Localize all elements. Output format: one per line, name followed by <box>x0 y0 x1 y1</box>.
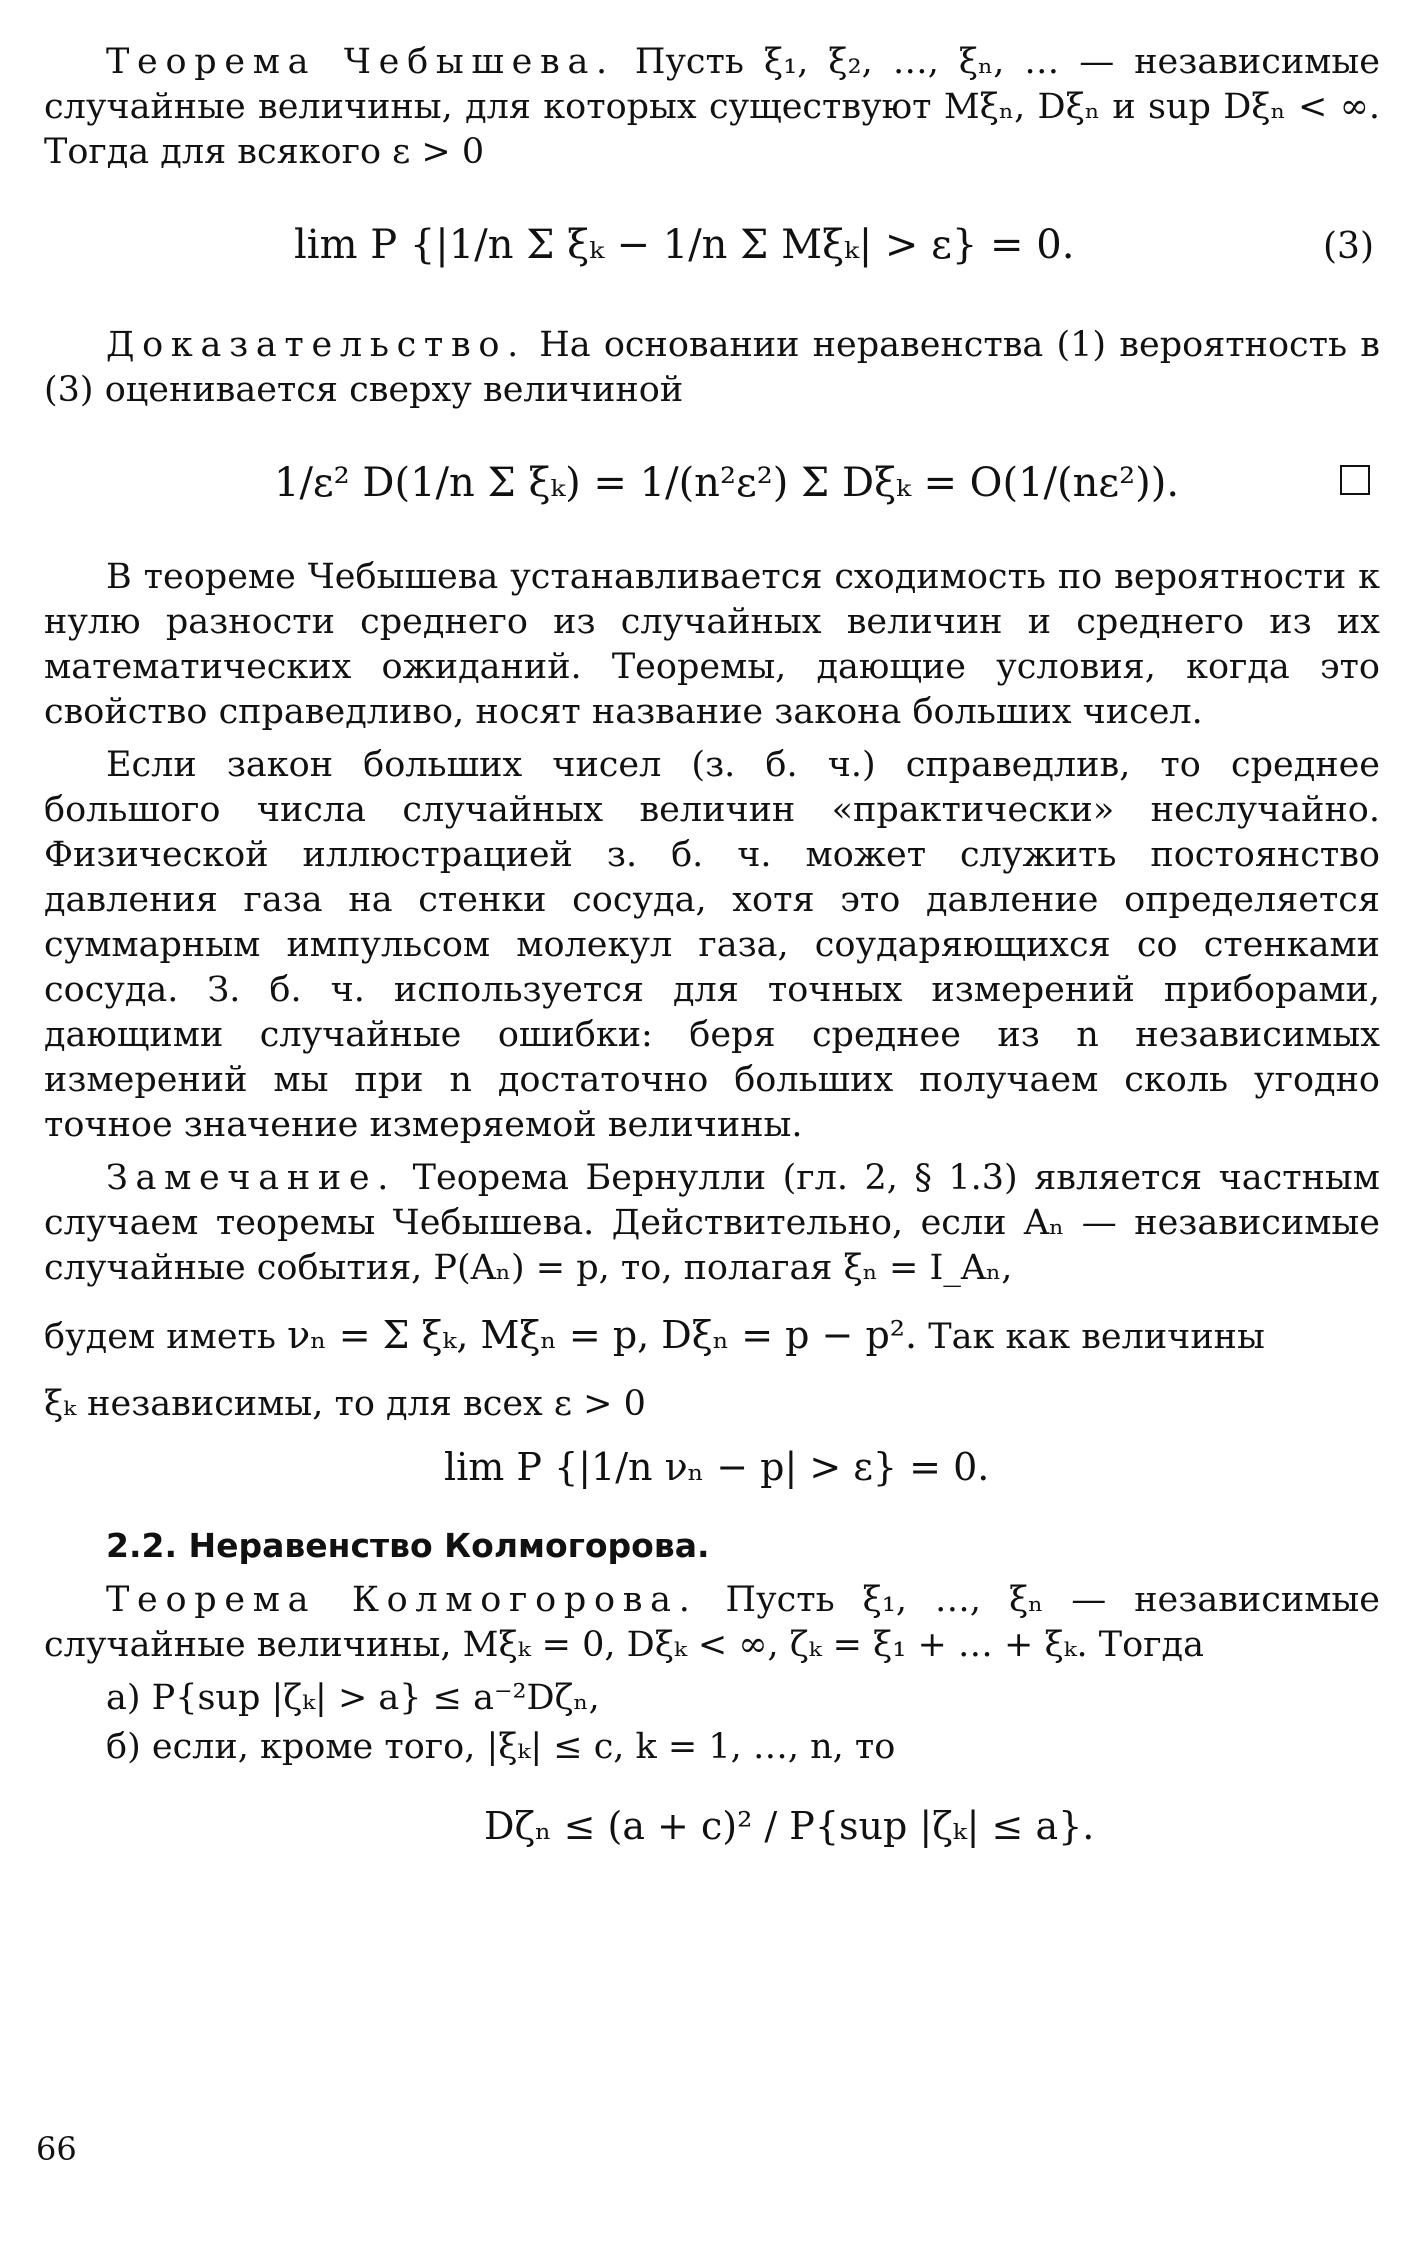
formula-nu: νₙ = Σ ξₖ, Mξₙ = p, Dξₙ = p − p². <box>287 1313 918 1357</box>
page <box>44 40 1380 1890</box>
paragraph-kolmogorov-theorem <box>44 1578 1380 1668</box>
item-b: б) если, кроме того, |ξₖ| ≤ c, k = 1, …, n, то <box>106 1727 896 1767</box>
formula-kolmogorov <box>44 1776 1380 1880</box>
formula-3-expression: lim P {|1/n Σ ξₖ − 1/n Σ Mξₖ| > ε} = 0. <box>294 222 1075 268</box>
theorem-text: Пусть ξ₁, ξ₂, …, ξₙ, … — независимые случайные величины, для которых существуют Mξₙ, Dξₙ и sup Dξₙ < ∞. Тогда для всякого ε > 0 <box>44 42 1380 172</box>
proof-text: На основании неравенства (1) вероятность в (3) оценивается сверху величиной <box>44 325 1380 410</box>
formula-proof <box>44 421 1380 545</box>
formula-limit-expression: lim P {|1/n νₙ − p| > ε} = 0. <box>444 1445 990 1489</box>
kolmogorov-text: Пусть ξ₁, …, ξₙ — независимые случайные величины, Mξₖ = 0, Dξₖ < ∞, ζₖ = ξ₁ + … + ξₖ. Тогда <box>44 1580 1380 1665</box>
theorem-label: Теорема Чебышева. <box>106 42 615 82</box>
nu-suffix: Так как величины <box>928 1317 1265 1357</box>
formula-kolmogorov-expression: Dζₙ ≤ (a + c)² / P{sup |ζₖ| ≤ a}. <box>484 1804 1095 1848</box>
formula-proof-expression: 1/ε² D(1/n Σ ξₖ) = 1/(n²ε²) Σ Dξₖ = O(1/(nε²)). <box>274 460 1180 506</box>
remark-text: Теорема Бернулли (гл. 2, § 1.3) является частным случаем теоремы Чебышева. Действительно, если Aₙ — независимые случайные события, P(Aₙ) = p, то, полагая ξₙ = I_Aₙ, <box>44 1158 1380 1288</box>
page-number: 66 <box>36 2130 77 2168</box>
paragraph-convergence: В теореме Чебышева устанавливается сходимость по вероятности к нулю разности среднего из случайных величин и среднего из их математических ожиданий. Теоремы, дающие условия, когда это свойство справедливо, носят название закона больших чисел. <box>44 557 1380 732</box>
qed-square-icon <box>1340 465 1370 495</box>
formula-3 <box>44 183 1380 313</box>
proof-label: Доказательство. <box>106 325 526 365</box>
equation-number: (3) <box>1323 226 1374 267</box>
remark-label: Замечание. <box>106 1158 397 1198</box>
nu-prefix: будем иметь <box>44 1317 276 1357</box>
item-a: а) P{sup |ζₖ| > a} ≤ a⁻²Dζₙ, <box>106 1678 600 1718</box>
paragraph-independence: ξₖ независимы, то для всех ε > 0 <box>44 1384 646 1424</box>
paragraph-chebyshev-theorem <box>44 40 1380 175</box>
section-heading: 2.2. Неравенство Колмогорова. <box>106 1526 710 1565</box>
kolmogorov-label: Теорема Колмогорова. <box>106 1580 698 1620</box>
paragraph-nu-definition <box>44 1313 1380 1360</box>
paragraph-remark <box>44 1156 1380 1291</box>
formula-bernoulli-limit <box>44 1435 1380 1505</box>
paragraph-proof <box>44 323 1380 413</box>
paragraph-law-large-numbers: Если закон больших чисел (з. б. ч.) справедлив, то среднее большого числа случайных величин «практически» неслучайно. Физической иллюстрацией з. б. ч. может служить постоянство давления газа на стенки сосуда, хотя это давление определяется суммарным импульсом молекул газа, соударяющихся со стенками сосуда. З. б. ч. используется для точных измерений приборами, дающими случайные ошибки: беря среднее из n независимых измерений мы при n достаточно больших получаем сколь угодно точное значение измеряемой величины. <box>44 745 1380 1145</box>
